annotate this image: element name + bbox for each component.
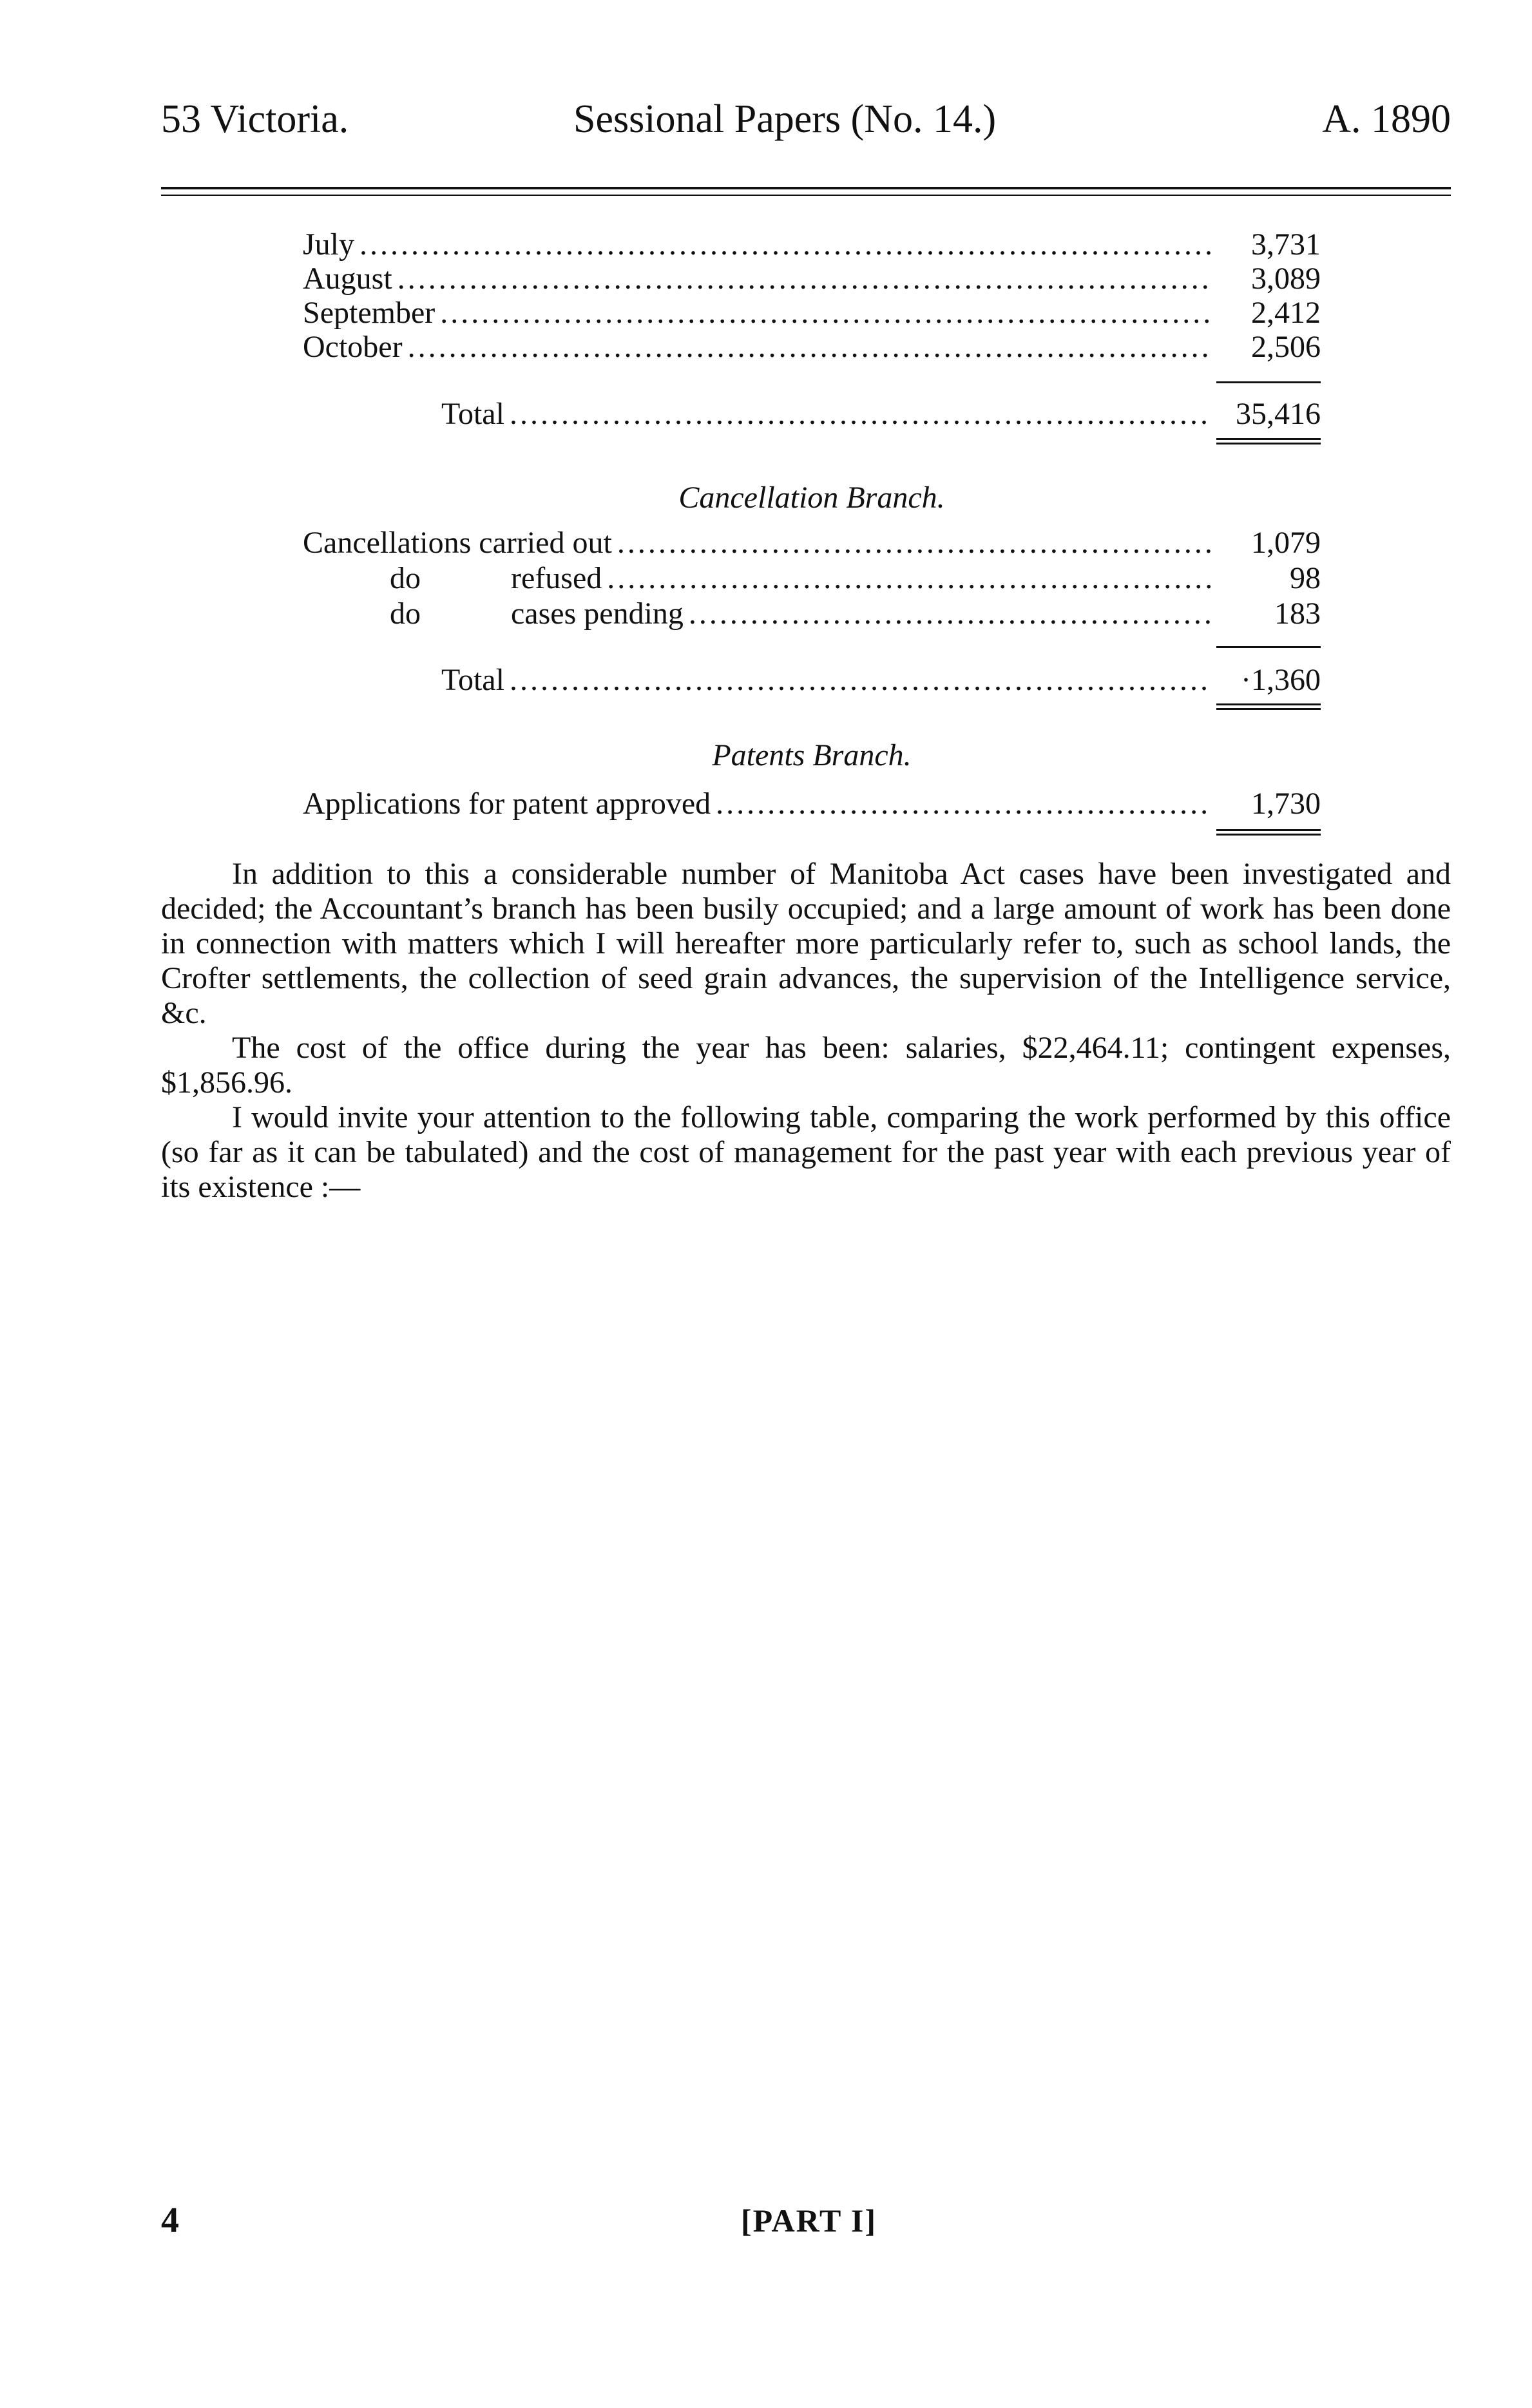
double-rule bbox=[1216, 438, 1321, 444]
month-row bbox=[303, 227, 1321, 264]
sum-rule bbox=[1216, 381, 1321, 383]
cancellation-row bbox=[303, 525, 1321, 562]
sum-rule bbox=[1216, 646, 1321, 648]
month-row bbox=[303, 329, 1321, 367]
month-value: 2,412 bbox=[1251, 296, 1321, 330]
leader-dots bbox=[689, 596, 1212, 631]
page-number: 4 bbox=[161, 2201, 179, 2241]
leader-dots bbox=[397, 261, 1212, 296]
paragraph-office-cost: The cost of the office during the year has been: salaries, $22,464.11; contingent expenses, $1,856.96. bbox=[161, 1031, 1451, 1100]
month-row bbox=[303, 295, 1321, 332]
double-rule bbox=[1216, 829, 1321, 836]
leader-dots bbox=[607, 560, 1212, 596]
leader-dots bbox=[510, 396, 1212, 432]
month-label: October bbox=[303, 330, 403, 364]
month-label: July bbox=[303, 227, 355, 262]
total-value: 35,416 bbox=[1236, 397, 1321, 431]
month-value: 3,089 bbox=[1251, 262, 1321, 296]
header-year: A. 1890 bbox=[1322, 97, 1451, 141]
month-row bbox=[303, 261, 1321, 298]
header-session: 53 Victoria. bbox=[161, 97, 349, 141]
header-rule-thick bbox=[161, 187, 1451, 189]
leader-dots bbox=[617, 525, 1212, 560]
month-label: August bbox=[303, 262, 392, 296]
leader-dots bbox=[359, 227, 1212, 262]
leader-dots bbox=[440, 295, 1212, 330]
total-value: ·1,360 bbox=[1241, 663, 1321, 697]
cancellation-total-row bbox=[303, 662, 1321, 700]
paragraph-additional-work: In addition to this a considerable number of Manitoba Act cases have been investigated and decided; the Accountant’s branch has been busily occupied; and a large amount of work has been done in connection with matters which I will hereafter more particularly refer to, such as school lands, the Crofter settlements, the collection of seed grain advances, the supervision of the Intelligence service, &c. bbox=[161, 857, 1451, 1030]
cancellation-row bbox=[303, 596, 1321, 633]
total-label: Total bbox=[441, 663, 504, 697]
double-rule bbox=[1216, 703, 1321, 710]
part-label: [PART I] bbox=[741, 2203, 877, 2239]
section-title-cancellation: Cancellation Branch. bbox=[678, 481, 945, 515]
paragraph-table-intro: I would invite your attention to the following table, comparing the work performed by this office (so far as it can be tabulated) and the cost of management for the past year with each previous year of its existence :— bbox=[161, 1100, 1451, 1204]
leader-dots bbox=[408, 329, 1212, 365]
cancellation-label: Cancellations carried out bbox=[303, 526, 612, 560]
leader-dots bbox=[716, 786, 1212, 821]
header-rule-thin bbox=[161, 195, 1451, 196]
month-label: September bbox=[303, 296, 436, 330]
cancellation-label: do cases pending bbox=[390, 597, 684, 631]
patents-label: Applications for patent approved bbox=[303, 787, 711, 821]
cancellation-value: 1,079 bbox=[1251, 526, 1321, 560]
month-value: 2,506 bbox=[1251, 330, 1321, 364]
leader-dots bbox=[510, 662, 1212, 698]
total-label: Total bbox=[441, 397, 504, 431]
patents-row bbox=[303, 786, 1321, 823]
cancellation-value: 98 bbox=[1290, 561, 1321, 595]
header-title: Sessional Papers (No. 14.) bbox=[573, 97, 997, 141]
cancellation-label: do refused bbox=[390, 561, 602, 595]
month-value: 3,731 bbox=[1251, 227, 1321, 262]
patents-value: 1,730 bbox=[1251, 787, 1321, 821]
cancellation-row bbox=[303, 560, 1321, 598]
cancellation-value: 183 bbox=[1274, 597, 1321, 631]
months-total-row bbox=[303, 396, 1321, 434]
section-title-patents: Patents Branch. bbox=[712, 738, 912, 772]
running-header bbox=[161, 97, 1451, 155]
